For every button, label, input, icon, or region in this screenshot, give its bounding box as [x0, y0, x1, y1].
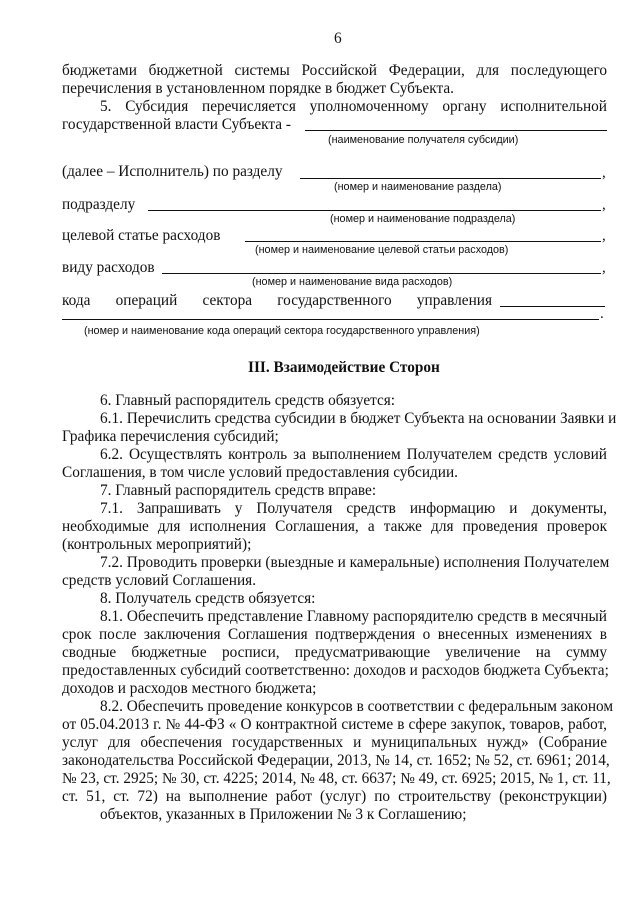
text-line: целевой статье расходов [62, 227, 221, 244]
text-line: сводные бюджетные росписи, предусматривающие увеличение на сумму [62, 644, 607, 661]
fill-line [305, 130, 607, 131]
text-line: 6.2. Осуществлять контроль за выполнением Получателем средств условий [100, 446, 607, 463]
text-line: 8.2. Обеспечить проведение конкурсов в соответствии с федеральным законом [100, 698, 614, 715]
text-line: 7. Главный распорядитель средств вправе: [100, 482, 377, 499]
text-line: перечисления в установленном порядке в бюджет Субъекта. [62, 80, 454, 97]
section-heading: III. Взаимодействие Сторон [248, 359, 440, 376]
field-caption: (номер и наименование раздела) [334, 181, 502, 193]
text-line: 5. Субсидия перечисляется уполномоченному органу исполнительной [100, 98, 607, 115]
period: . [600, 306, 604, 322]
fill-line [500, 306, 605, 307]
text-line: необходимые для исполнения Соглашения, а также для проведения проверок [62, 518, 607, 535]
text-line: 8.1. Обеспечить представление Главному распорядителю средств в месячный [100, 608, 607, 625]
text-line: подразделу [62, 196, 136, 213]
fill-line [300, 178, 601, 179]
text-line: Соглашения, в том числе условий предоставления субсидии. [62, 464, 458, 481]
text-line: предоставленных субсидий соответственно: доходов и расходов бюджета Субъекта; [62, 662, 609, 679]
fill-line [162, 273, 601, 274]
comma: , [602, 165, 606, 181]
comma: , [602, 197, 606, 213]
text-line: объектов, указанных в Приложении № 3 к Соглашению; [100, 806, 467, 823]
text-line: (далее – Исполнитель) по разделу [62, 163, 283, 180]
text-line: государственной власти Субъекта - [62, 116, 291, 133]
text-line: 7.2. Проводить проверки (выездные и камеральные) исполнения Получателем [100, 554, 610, 571]
field-caption: (номер и наименование вида расходов) [252, 276, 453, 288]
text-line: законодательства Российской Федерации, 2013, № 14, ст. 1652; № 52, ст. 6961; 2014, [62, 752, 610, 769]
text-line: 6.1. Перечислить средства субсидии в бюджет Субъекта на основании Заявки и [100, 410, 617, 427]
text-line: срок после заключения Соглашения подтверждения о внесенных изменениях в [62, 626, 607, 643]
page-number: 6 [334, 30, 342, 47]
comma: , [602, 260, 606, 276]
comma: , [602, 228, 606, 244]
field-caption: (наименование получателя субсидии) [328, 134, 519, 146]
field-caption: (номер и наименование кода операций сектора государственного управления) [84, 325, 480, 337]
fill-line [148, 210, 601, 211]
field-caption: (номер и наименование подраздела) [330, 213, 516, 225]
text-line: 6. Главный распорядитель средств обязуется: [100, 392, 396, 409]
text-line: кода операций сектора государственного управления [62, 292, 492, 309]
text-line: виду расходов [62, 259, 155, 276]
text-line: № 23, ст. 2925; № 30, ст. 4225; 2014, № 48, ст. 6637; № 49, ст. 6925; 2015, № 1, ст. 11, [62, 770, 611, 787]
text-line: 7.1. Запрашивать у Получателя средств информацию и документы, [100, 500, 607, 517]
fill-line [245, 241, 601, 242]
text-line: бюджетами бюджетной системы Российской Федерации, для последующего [62, 62, 607, 79]
field-caption: (номер и наименование целевой статьи расходов) [255, 244, 509, 256]
text-line: доходов и расходов местного бюджета; [62, 680, 317, 697]
text-line: услуг для обеспечения государственных и муниципальных нужд» (Собрание [62, 734, 607, 751]
text-line: средств условий Соглашения. [62, 572, 257, 589]
text-line: (контрольных мероприятий); [62, 536, 252, 553]
text-line: 8. Получатель средств обязуется: [100, 590, 316, 607]
text-line: от 05.04.2013 г. № 44-ФЗ « О контрактной системе в сфере закупок, товаров, работ, [62, 716, 607, 733]
text-line: ст. 51, ст. 72) на выполнение работ (услуг) по строительству (реконструкции) [62, 788, 607, 805]
text-line: Графика перечисления субсидий; [62, 428, 279, 445]
fill-line [62, 319, 599, 320]
